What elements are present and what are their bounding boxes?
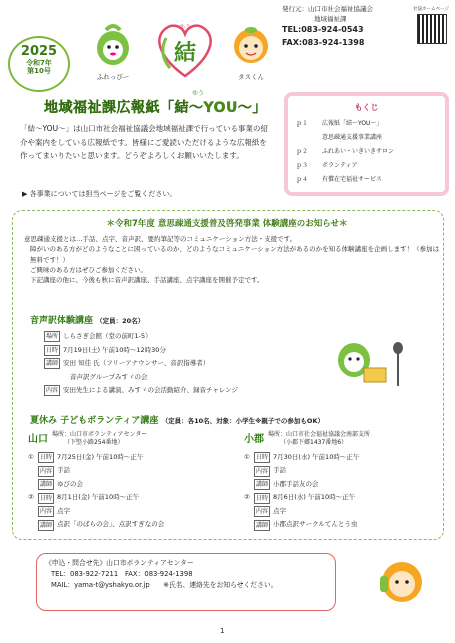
ogori-place-address: （小郡下郷1437番地6） [280, 439, 348, 447]
detail-row: ② 日時 8月1日(金) 午前10時〜正午 [28, 493, 140, 502]
detail-row: 内容 安田先生による講演、みすゞの会活動紹介、録音チャレンジ [46, 386, 238, 395]
detail-row: ① 日時 7月25日(金) 午前10時〜正午 [28, 452, 144, 462]
mascot-left-name: ふれっぴー [96, 73, 130, 81]
detail-row: 日時 7月19日(土) 午前10時〜12時30分 [46, 345, 166, 354]
issue-badge [8, 36, 70, 92]
mascot-freppy [88, 20, 138, 81]
qr-label: 社協ホームページ [413, 7, 449, 12]
detail-row: 講師 小郡点訳サークルてんとう虫 [256, 520, 358, 529]
ogori-venue [244, 430, 440, 532]
audio-course-capacity: （定員：20名） [96, 317, 145, 325]
toc-item[interactable]: ｐ４ 有償在宅福祉サービス [296, 176, 383, 183]
intro-text: 「結〜YOU〜」は山口市社会福祉協議会地域福祉課で行っている事業の紹介や案内をしている広報紙です。皆様にご愛読いただけるような広報紙を作ってまいりたいと思います。どうぞよろしくお願いいたします。 [20, 124, 269, 160]
detail-row: ② 日時 8月6日(水) 午前10時〜正午 [244, 493, 356, 502]
event-p3: ご興味のある方はぜひご参加ください。 [30, 265, 147, 274]
page-title: 地域福祉課広報紙「結〜YOU〜」 [44, 100, 267, 116]
ogori-name: 小郡 [244, 434, 264, 445]
event-p1: 意思疎通支援とは…手話、点字、音声訳、要約筆記等のコミュニケーション方法・支援です。 [24, 235, 297, 243]
yamaguchi-place: 場所：山口市ボランティアセンター [52, 431, 148, 438]
toc-item[interactable]: 意思疎通支援事業講座 [322, 134, 383, 141]
toc-item[interactable]: ｐ３ ボランティア [296, 162, 358, 169]
ogori-place: 場所：山口市社会福祉協議会南部支所 [268, 431, 371, 438]
logo-ruby: ゆう [179, 24, 192, 31]
detail-row: 講師 安田 知佳 氏（フリーアナウンサー、音訳指導者） [46, 359, 210, 368]
audio-course-heading: 音声訳体験講座 （定員：20名） [30, 316, 145, 326]
detail-row: 場所 しらさぎ会館（堂の前町1-5） [46, 332, 152, 341]
publisher-fax: FAX:083-924-1398 [282, 37, 365, 47]
event-p2: 障がいのある方がどのようなことに困っているのか、どのようなコミュニケーション方法があるのかを知る体験講座を企画します！（参加は無料です！） [30, 245, 440, 264]
detail-row: 内容 点字 [256, 506, 287, 516]
issue-era: 令和7年 [26, 59, 52, 67]
mascot-reading-illustration [326, 330, 416, 394]
contact-box [36, 553, 336, 611]
mascot-right-name: タスくん [238, 73, 264, 81]
detail-row: 内容 点字 [40, 506, 71, 516]
toc-item[interactable]: ｐ２ ふれあい・いきいきサロン [296, 148, 395, 155]
publisher-tel: TEL:083-924-0543 [282, 25, 364, 35]
detail-row: ① 日時 7月30日(水) 午前10時〜正午 [244, 452, 360, 462]
toc-item[interactable]: ｐ１ 広報紙「結〜YOU〜」 [296, 120, 383, 127]
detail-row: 音声訳グループみすゞの会 [70, 372, 148, 381]
publisher-dept: 地域福祉課 [314, 15, 347, 24]
yamaguchi-venue [28, 430, 240, 532]
event-description [24, 234, 444, 285]
detail-row: 内容 手話 [40, 466, 71, 475]
intro-note: ▶ 各事業については担当ページをご覧ください。 [22, 190, 177, 198]
contact-label: 《申込・問合せ先》山口市ボランティアセンター [45, 559, 194, 567]
mascot-tasukun [226, 22, 276, 81]
publisher-label: 発行元：山口市社会福祉協議会 [282, 5, 373, 13]
kids-course-capacity: （定員：各10名、対象：小学生※親子での参加もOK） [161, 417, 324, 425]
table-of-contents [284, 92, 449, 196]
title-ruby: ゆう [192, 90, 205, 97]
contact-tel: TEL：083-922-7211 FAX：083-924-1398 [51, 569, 193, 578]
kids-course-heading: 夏休み 子どもボランティア講座 （定員：各10名、対象：小学生※親子での参加もOK） [30, 416, 324, 426]
detail-row: 講師 ゆびの会 [40, 479, 84, 489]
mascot-phone-illustration [372, 552, 432, 616]
event-title: ＊令和7年度 意思疎通支援普及啓発事業 体験講座のお知らせ＊ [106, 219, 348, 229]
yamaguchi-name: 山口 [28, 434, 48, 445]
event-p4: 下記講座の他に、今後も秋に音声訳講座、手話講座、点字講座を開催予定です。 [30, 276, 264, 285]
detail-row: 講師 小郡手話友の会 [256, 479, 319, 489]
detail-row: 講師 点訳「のばらの会」、点訳すぎなの会 [40, 520, 165, 529]
qr-code[interactable] [417, 14, 447, 44]
logo-yuu [150, 18, 220, 80]
logo-char: 結 [174, 41, 197, 66]
audio-course-details [44, 330, 324, 398]
issue-year: 2025 [20, 44, 58, 59]
issue-number: 第10号 [27, 67, 51, 76]
toc-heading: もくじ [354, 103, 379, 112]
detail-row: 内容 手話 [256, 466, 287, 475]
contact-mail[interactable]: MAIL：yama-t@yshakyo.or.jp ※氏名、連絡先をお知らせください。 [51, 580, 278, 589]
page-number: 1 [220, 627, 225, 635]
yamaguchi-place-address: （下竪小路254番地） [64, 439, 124, 447]
